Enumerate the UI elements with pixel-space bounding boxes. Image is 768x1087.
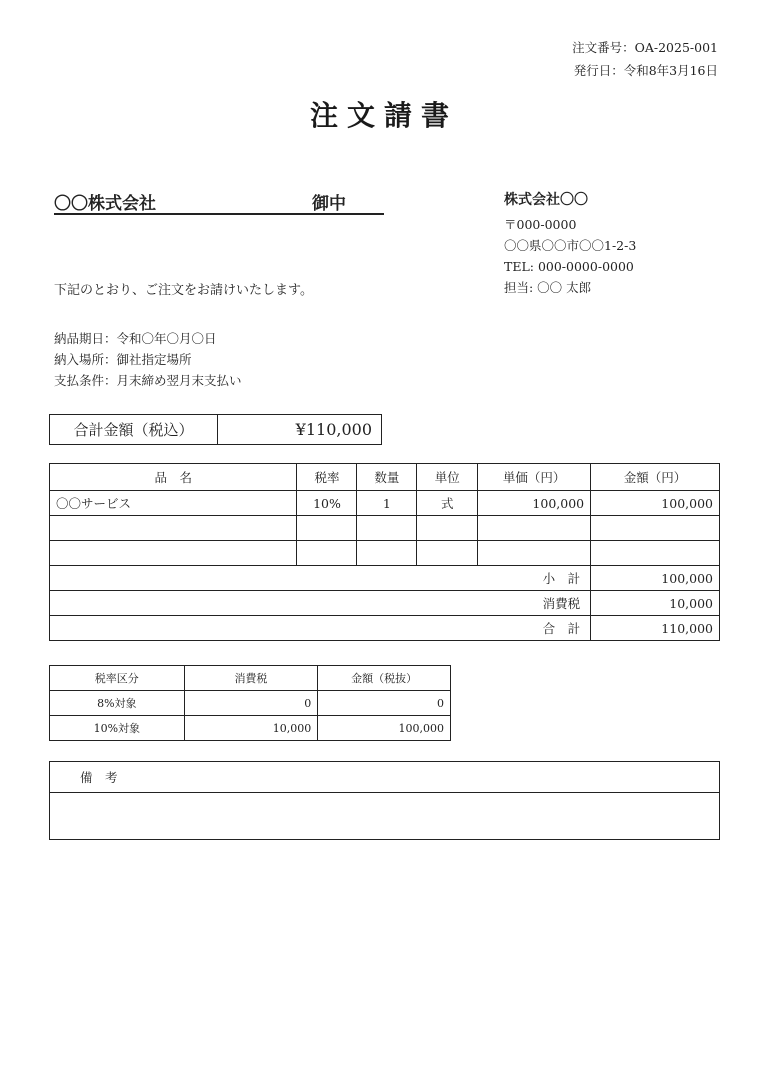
tax-value: 10,000 [591,591,720,616]
header-consumption-tax: 消費税 [184,666,318,691]
delivery-place: 納入場所：御社指定場所 [54,352,192,367]
item-name [50,541,297,566]
item-quantity [357,516,417,541]
recipient-honorific: 御中 [312,194,346,214]
header-tax-category: 税率区分 [50,666,185,691]
recipient-name: 〇〇株式会社 [54,194,156,214]
total-label: 合 計 [50,616,591,641]
items-header-row [50,464,720,491]
item-name [50,516,297,541]
table-row [50,516,720,541]
tax-label: 消費税 [50,591,591,616]
notes-label: 備 考 [50,762,719,793]
sender-address: 〇〇県〇〇市〇〇1-2-3 [504,238,637,253]
header-unit-price: 単価（円） [478,464,591,491]
item-tax-rate [297,516,357,541]
amount-excl-tax: 0 [318,691,451,716]
total-amount-box [49,414,382,445]
total-value: 110,000 [591,616,720,641]
tax-category: 10%対象 [50,716,185,741]
recipient-block [54,188,384,215]
item-tax-rate: 10% [297,491,357,516]
item-unit: 式 [417,491,478,516]
item-quantity: 1 [357,491,417,516]
summary-row-subtotal [50,566,720,591]
tax-category: 8%対象 [50,691,185,716]
item-tax-rate [297,541,357,566]
item-name: 〇〇サービス [50,491,297,516]
sender-block [504,190,636,298]
document-title: 注文請書 [309,99,458,132]
sender-postal: 〒000-0000 [504,217,577,232]
subtotal-value: 100,000 [591,566,720,591]
issue-date: 発行日：令和8年3月16日 [573,63,718,78]
amount-excl-tax: 100,000 [318,716,451,741]
table-row [50,541,720,566]
item-unit-price [478,541,591,566]
notes-box [49,761,720,840]
summary-row-tax [50,591,720,616]
subtotal-label: 小 計 [50,566,591,591]
summary-row-total [50,616,720,641]
item-unit-price: 100,000 [478,491,591,516]
payment-terms: 支払条件：月末締め翌月末支払い [54,373,242,388]
items-table [49,463,720,641]
tax-breakdown-table [49,665,451,741]
tax-header-row [50,666,451,691]
item-amount: 100,000 [591,491,720,516]
terms-block [54,328,242,391]
total-amount-label: 合計金額（税込） [50,415,218,444]
header-tax-rate: 税率 [297,464,357,491]
sender-company: 株式会社〇〇 [504,192,588,208]
tax-amount: 0 [184,691,318,716]
order-number: 注文番号：OA-2025-001 [572,40,718,55]
sender-tel: TEL: 000-0000-0000 [504,259,634,274]
total-amount-value: ¥110,000 [295,420,372,439]
table-row [50,691,451,716]
header-quantity: 数量 [357,464,417,491]
item-amount [591,541,720,566]
header-amount: 金額（円） [591,464,720,491]
tax-amount: 10,000 [184,716,318,741]
sender-contact: 担当: 〇〇 太郎 [504,280,592,295]
document-meta [572,36,718,82]
header-unit: 単位 [417,464,478,491]
item-unit [417,541,478,566]
header-item-name: 品 名 [50,464,297,491]
delivery-date: 納品期日：令和〇年〇月〇日 [54,331,217,346]
item-unit-price [478,516,591,541]
item-unit [417,516,478,541]
item-quantity [357,541,417,566]
intro-text: 下記のとおり、ご注文をお請けいたします。 [54,283,313,298]
header-amount-excl-tax: 金額（税抜） [318,666,451,691]
item-amount [591,516,720,541]
table-row [50,491,720,516]
table-row [50,716,451,741]
